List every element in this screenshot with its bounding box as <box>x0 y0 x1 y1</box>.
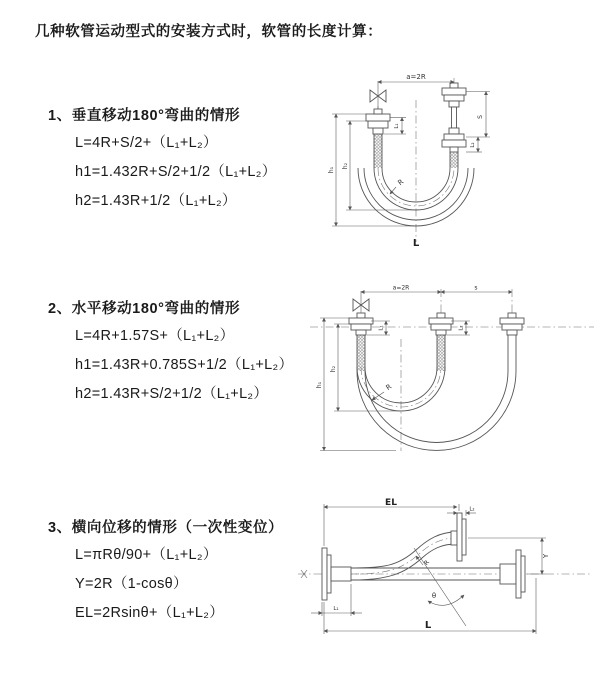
diagram-lateral-displacement <box>296 498 598 652</box>
dim-l-label: L <box>424 620 432 631</box>
dim-a-label: a=2R <box>392 284 410 292</box>
formula-h1: h1=1.43R+0.785S+1/2（L₁+L₂） <box>75 357 294 373</box>
section-1 <box>48 104 277 216</box>
section-2-formulas <box>75 322 293 409</box>
radius-callout <box>390 178 405 194</box>
dim-h1-label: h₁ <box>328 166 335 174</box>
valve-icon <box>370 81 386 109</box>
section-1-heading: 1、垂直移动180°弯曲的情形 <box>48 108 241 124</box>
dim-a-label: a=2R <box>406 73 426 81</box>
dim-l2-label: L₂ <box>458 325 465 331</box>
formula-y: Y=2R（1-cosθ） <box>75 576 188 592</box>
angle-label: θ <box>431 592 437 600</box>
dim-y-label: Y <box>542 553 550 559</box>
formula-length: L=4R+S/2+（L₁+L₂） <box>75 135 218 151</box>
dim-a-2r <box>378 73 454 82</box>
section-1-formulas <box>75 129 277 216</box>
dim-s <box>441 285 512 293</box>
right-hose-riser <box>500 313 524 371</box>
formula-length: L=4R+1.57S+（L₁+L₂） <box>75 328 235 344</box>
left-flange <box>322 548 351 600</box>
left-hose-riser <box>349 313 373 371</box>
formula-h2: h2=1.43R+1/2（L₁+L₂） <box>75 193 237 209</box>
left-flange <box>366 109 390 134</box>
formula-length: L=πRθ/90+（L₁+L₂） <box>75 547 218 563</box>
dim-l1 <box>311 584 362 616</box>
formula-el: EL=2Rsinθ+（L₁+L₂） <box>75 605 225 621</box>
length-label: L <box>412 238 420 249</box>
dim-s-label: s <box>474 284 478 292</box>
dim-el-label: EL <box>385 498 397 508</box>
section-3-heading: 3、横向位移的情形（一次性变位） <box>48 520 284 536</box>
formula-h2: h2=1.43R+S/2+1/2（L₁+L₂） <box>75 386 269 402</box>
page-title: 几种软管运动型式的安装方式时，软管的长度计算： <box>35 24 383 40</box>
section-2-heading: 2、水平移动180°弯曲的情形 <box>48 301 241 317</box>
dim-h1 <box>328 114 414 226</box>
dim-el <box>324 498 459 546</box>
formula-h1: h1=1.432R+S/2+1/2（L₁+L₂） <box>75 164 277 180</box>
middle-hose-riser <box>429 313 453 371</box>
valve-icon <box>353 291 369 313</box>
hose-displaced-position <box>351 532 456 580</box>
radius-label: R <box>396 177 406 188</box>
dim-h2-label: h₂ <box>342 162 349 170</box>
section-3-formulas <box>75 541 283 628</box>
upper-right-flange <box>451 513 466 561</box>
dim-l2-label: L₂ <box>470 142 476 148</box>
diagram-vertical-180-bend <box>316 70 598 264</box>
radius-label: R <box>422 559 431 567</box>
right-pipe-assembly <box>442 83 466 168</box>
dim-l1-label: L₁ <box>394 123 400 129</box>
dim-s-label: S <box>477 115 484 119</box>
diagram-horizontal-180-bend <box>306 281 598 459</box>
dim-l2-label: L₂ <box>469 506 475 513</box>
dim-l2 <box>466 137 482 152</box>
dim-h2-label: h₂ <box>330 365 337 373</box>
dim-l <box>324 578 536 634</box>
dim-l1-label: L₁ <box>333 606 339 612</box>
lower-right-flange <box>500 550 525 598</box>
dim-l1-label: L₁ <box>378 325 385 331</box>
dim-h1-label: h₁ <box>316 381 323 389</box>
dim-s <box>466 92 490 138</box>
section-3 <box>48 516 283 628</box>
left-hose-riser <box>374 134 382 168</box>
radius-label: R <box>384 382 394 393</box>
dim-a-2r <box>361 285 441 293</box>
section-2 <box>48 297 293 409</box>
